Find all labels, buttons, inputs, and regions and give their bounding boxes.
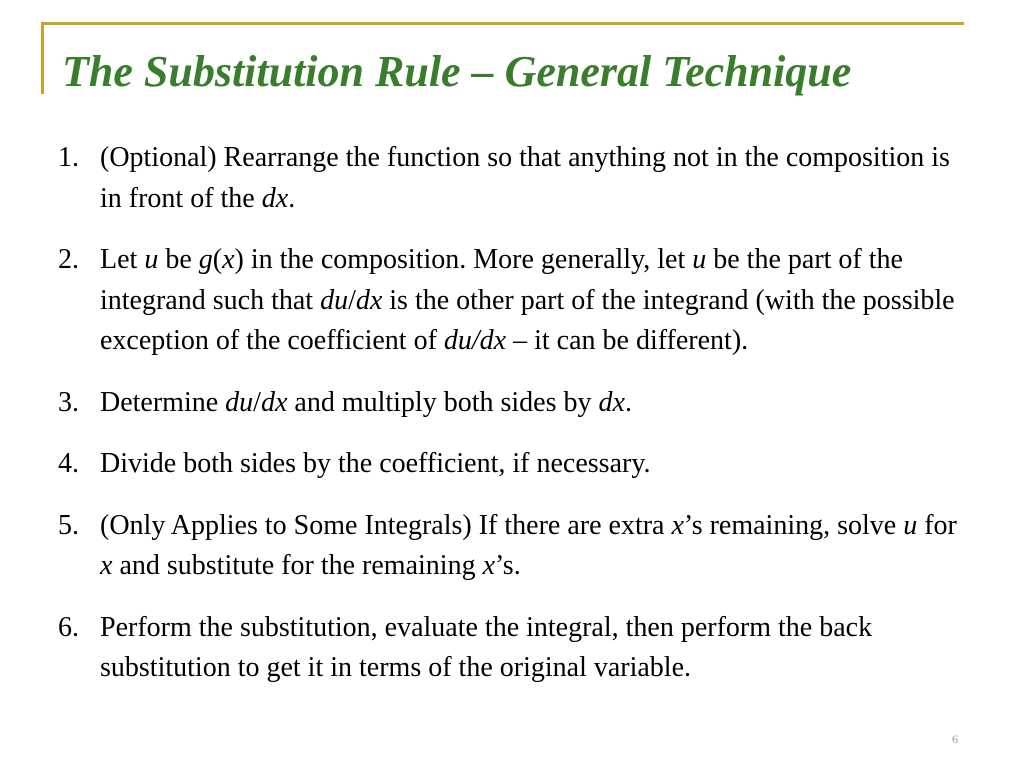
step-text-segment: and multiply both sides by (287, 386, 599, 418)
math-variable: du (225, 386, 254, 418)
step-text (100, 444, 958, 485)
math-variable: u (903, 509, 918, 541)
step-text-segment: Divide both sides by the coefficient, if necessary. (100, 448, 651, 479)
step-text (100, 383, 958, 424)
math-variable: x (222, 244, 235, 275)
step-text-segment: (Optional) Rearrange the function so that anything not in the composition is in front of the (100, 142, 950, 214)
step-text (100, 506, 958, 587)
step-text (100, 240, 958, 362)
step-text-segment: – it can be different). (506, 325, 749, 356)
math-variable: du/dx (443, 325, 507, 356)
math-variable: g (198, 244, 213, 275)
step-text-segment: be (158, 244, 199, 275)
step-text-segment: ’s. (495, 550, 521, 581)
step-item (58, 506, 958, 587)
step-number: 5. (58, 509, 79, 541)
step-text-segment: . (624, 386, 632, 418)
step-text-segment: Perform the substitution, evaluate the integral, then perform the back substitution to get it in terms of the original variable. (100, 611, 873, 683)
math-variable: dx (261, 182, 289, 214)
math-variable: u (144, 244, 159, 275)
step-item (58, 138, 958, 219)
step-item (58, 608, 958, 689)
step-text-segment: (Only Applies to Some Integrals) If there are extra (100, 509, 672, 541)
step-text-segment: and substitute for the remaining (112, 550, 483, 581)
math-variable: u (692, 244, 707, 275)
math-variable: dx (355, 284, 383, 316)
step-text-segment: Determine (100, 386, 226, 418)
math-variable: x (100, 550, 113, 581)
math-variable: dx (598, 386, 625, 418)
step-number: 6. (58, 611, 79, 643)
step-text-segment: is the other part of the integrand (with the possible exception of the coefficient of (100, 284, 955, 356)
math-variable: x (482, 550, 496, 581)
step-text-segment: Let (100, 244, 145, 275)
title-rule-top (43, 22, 964, 25)
step-number: 4. (58, 448, 79, 479)
math-variable: du (320, 284, 349, 316)
step-number: 2. (58, 244, 79, 275)
step-text-segment: ) in the composition. More generally, let (234, 244, 693, 275)
math-variable: dx (260, 386, 288, 418)
step-text-segment: ( (212, 244, 223, 275)
step-text-segment: for (917, 509, 957, 541)
step-item (58, 383, 958, 424)
step-text-segment: / (253, 386, 261, 418)
step-item (58, 240, 958, 362)
step-number: 1. (58, 142, 79, 173)
slide-title: The Substitution Rule – General Technique (62, 47, 852, 96)
title-rule-left (41, 22, 44, 94)
steps-list (58, 138, 958, 710)
step-item (58, 444, 958, 485)
math-variable: x (671, 509, 684, 541)
step-text (100, 608, 958, 689)
step-text-segment: be the part of the integrand such that (100, 244, 903, 316)
step-text (100, 138, 958, 219)
step-text-segment: . (288, 182, 296, 214)
step-text-segment: ’s remaining, solve (683, 509, 904, 541)
page-number: 6 (952, 732, 958, 746)
step-text-segment: / (348, 284, 356, 316)
step-number: 3. (58, 386, 79, 418)
